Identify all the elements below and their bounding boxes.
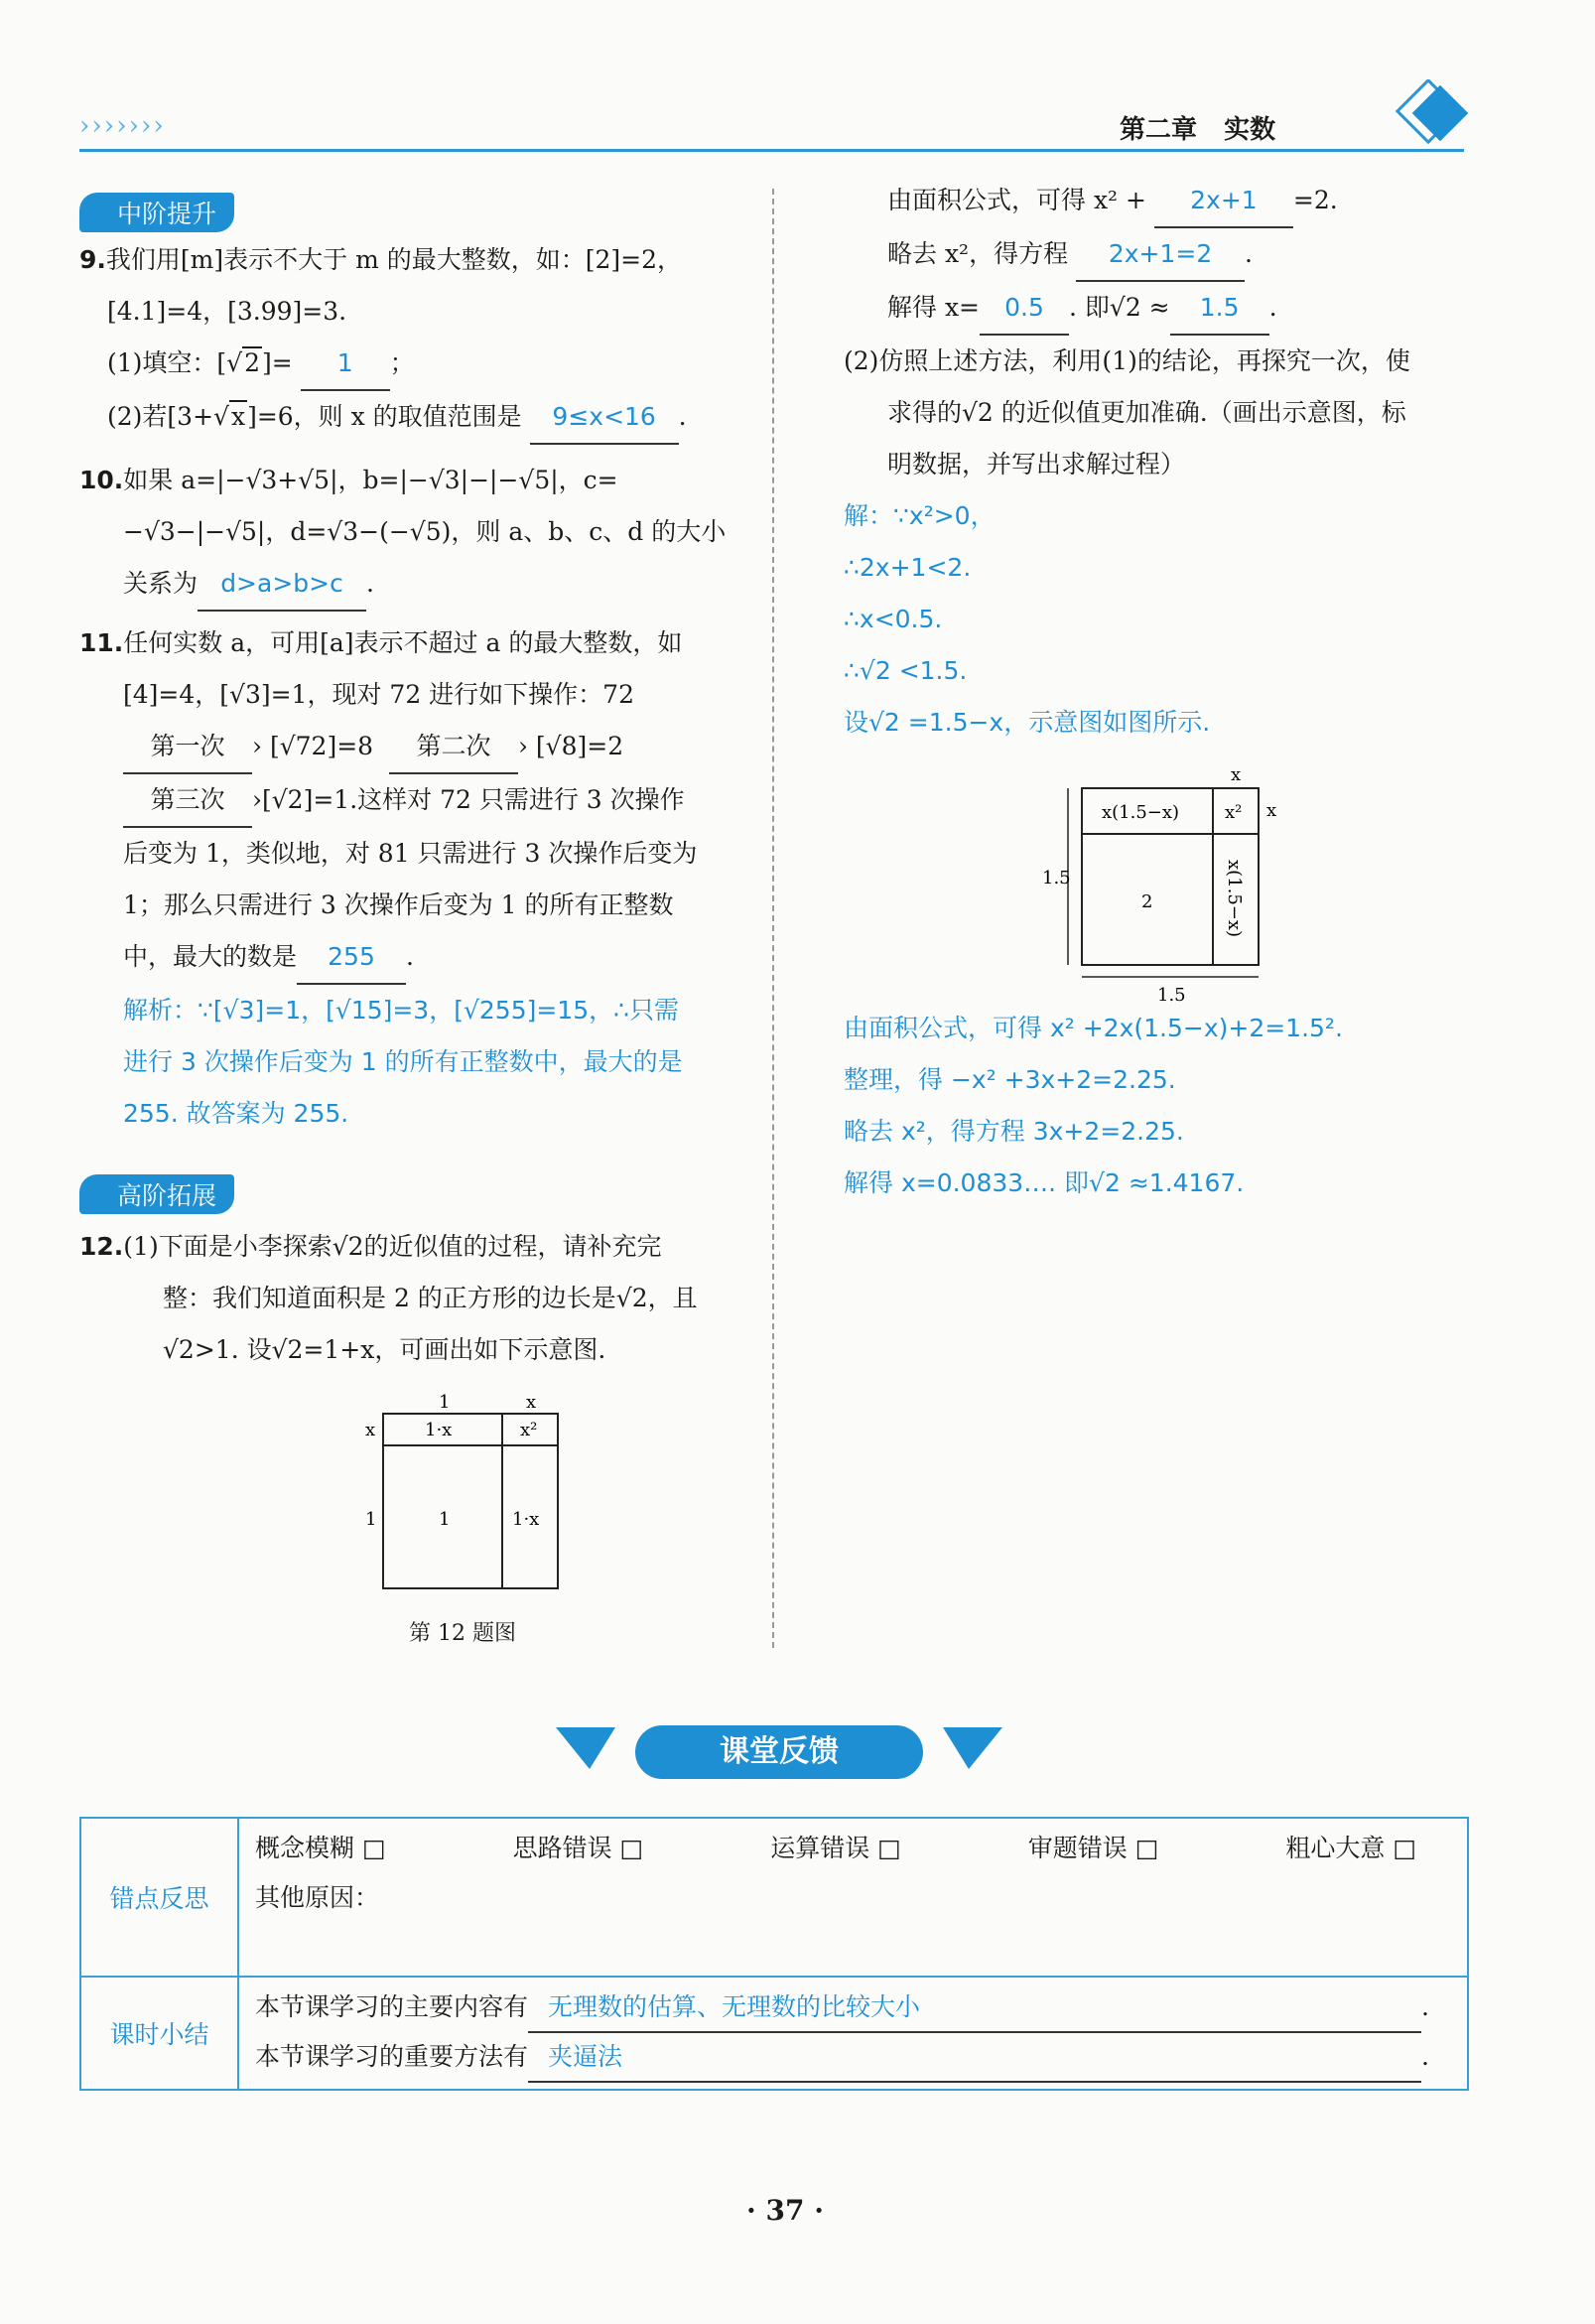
q10-answer: d>a>b>c xyxy=(198,558,366,612)
solution-step-1: 解：∵x²>0， xyxy=(844,501,996,530)
sfig-bottom-15: 1.5 xyxy=(1157,985,1186,1006)
q9: 9.我们用[m]表示不大于 m 的最大整数，如：[2]=2， [4.1]=4，[3.99]=3. (1)填空：[√2]= 1 ； (2)若[3+√x]=6，则 x 的取值范围是 9≤x<16 . xyxy=(79,234,764,445)
fig-top-1: 1 xyxy=(439,1392,451,1413)
page-number: · 37 · xyxy=(746,2194,824,2227)
solution-step-8: 略去 x²，得方程 3x+2=2.25. xyxy=(844,1117,1184,1146)
q12-figure-caption: 第 12 题图 xyxy=(409,1621,516,1646)
solution-step-3: ∴x<0.5. xyxy=(844,605,943,633)
fig-left-x: x xyxy=(365,1420,376,1440)
sfig-cell-3: 2 xyxy=(1141,891,1153,912)
q11-explanation-2: 进行 3 次操作后变为 1 的所有正整数中，最大的是 xyxy=(123,1047,683,1076)
solution-step-6: 由面积公式，可得 x² +2x(1.5−x)+2=1.5². xyxy=(844,1014,1343,1042)
section-high-badge: 高阶拓展 xyxy=(79,1174,234,1214)
summary-content: 无理数的估算、无理数的比较大小 xyxy=(528,1983,1421,2033)
check-concept[interactable]: 概念模糊 □ xyxy=(255,1834,386,1862)
header-diamond-icon xyxy=(1385,79,1444,139)
header-arrows: ››››››› xyxy=(79,111,166,141)
check-calculation[interactable]: 运算错误 □ xyxy=(770,1834,901,1862)
sfig-top-x: x xyxy=(1231,764,1242,785)
solution-step-7: 整理，得 −x² +3x+2=2.25. xyxy=(844,1065,1176,1094)
q9-answer1: 1 xyxy=(301,338,390,391)
q9-answer2: 9≤x<16 xyxy=(530,391,679,445)
q11-answer: 255 xyxy=(297,931,406,985)
header-chapter: 第二章 实数 xyxy=(1120,115,1276,145)
q10: 10.如果 a=|−√3+√5|，b=|−√3|−|−√5|，c= −√3−|−√5|，d=√3−(−√5)，则 a、b、c、d 的大小 关系为 d>a>b>c . xyxy=(79,455,764,612)
fig-cell-3: 1 xyxy=(439,1509,451,1530)
sfig-cell-2: x² xyxy=(1225,802,1243,823)
feedback-banner: 课堂反馈 xyxy=(635,1725,923,1779)
q12: 12.(1)下面是小李探索√2的近似值的过程，请补充完 整：我们知道面积是 2 的正方形的边长是√2，且 √2>1. 设√2=1+x，可画出如下示意图. xyxy=(79,1232,698,1364)
q11-explanation-1: 解析：∵[√3]=1，[√15]=3，[√255]=15，∴只需 xyxy=(123,996,680,1025)
q12-figure xyxy=(357,1390,576,1624)
sfig-left-15: 1.5 xyxy=(1042,868,1071,889)
check-approach[interactable]: 思路错误 □ xyxy=(512,1834,644,1862)
feedback-right-arrow-icon xyxy=(943,1723,1002,1779)
right-column-lower xyxy=(844,1003,1479,1209)
feedback-left-arrow-icon xyxy=(556,1723,615,1779)
column-divider xyxy=(772,189,774,1648)
sfig-cell-4: x(1.5−x) xyxy=(1224,860,1245,938)
row-label-mistakes: 错点反思 xyxy=(80,1818,238,1977)
sfig-right-x: x xyxy=(1266,800,1277,821)
section-mid-badge: 中阶提升 xyxy=(79,193,234,232)
solution-step-2: ∴2x+1<2. xyxy=(844,553,972,582)
solution-figure xyxy=(1042,764,1300,1019)
fig-left-1: 1 xyxy=(365,1509,377,1530)
check-careless[interactable]: 粗心大意 □ xyxy=(1285,1834,1416,1862)
row-label-summary: 课时小结 xyxy=(80,1977,238,2090)
right-column: 由面积公式，可得 x² + 2x+1 =2. 略去 x²，得方程 2x+1=2 . 解得 x= 0.5 . 即√2 ≈ 1.5 . (2)仿照上述方法，利用(1)的结论，再探究一次，使 求得的√2 的近似值更加准确.（画出示意图，标 明数据，并写出求解过程） 解：∵x²>0， ∴2x+1<2. ∴x<0.5. ∴√2 <1.5. 设√2 =1.5−x，示意图如图所示. xyxy=(844,175,1479,749)
solution-step-9: 解得 x=0.0833…. 即√2 ≈1.4167. xyxy=(844,1168,1245,1197)
sfig-cell-1: x(1.5−x) xyxy=(1102,802,1180,823)
check-reading[interactable]: 审题错误 □ xyxy=(1027,1834,1159,1862)
other-reason: 其他原因： xyxy=(255,1883,380,1912)
q11: 11.任何实数 a，可用[a]表示不超过 a 的最大整数，如 [4]=4，[√3]=1，现对 72 进行如下操作：72 第一次 › [√72]=8 第二次 › [√8]=2 第三次 ›[√2]=1.这样对 72 只需进行 3 次操作 后变为 1，类似地，对 81 只需进行 3 次操作后变为 1；那么只需进行 3 次操作后变为 1 的所有正整数 中，最大的数是 255 . 解析：∵[√3]=1，[√15]=3，[√255]=15，∴只需 进行 3 次操作后变为 1 的所有正整数中，最大的是 255. 故答案为 255. xyxy=(79,617,764,1140)
fig-top-x: x xyxy=(526,1392,537,1413)
solution-step-5: 设√2 =1.5−x，示意图如图所示. xyxy=(844,708,1211,737)
fig-cell-1: 1·x xyxy=(425,1420,453,1440)
solution-step-4: ∴√2 <1.5. xyxy=(844,656,968,685)
header-rule xyxy=(79,149,1464,152)
q11-explanation-3: 255. 故答案为 255. xyxy=(123,1099,349,1128)
feedback-table: 错点反思 概念模糊 □ 思路错误 □ 运算错误 □ 审题错误 □ 粗心大意 □ 其他原因： 课时小结 本节课学习的主要内容有 无理数的估算、无理数的比较大小 . 本节课学习的重要方法有 夹逼法 . xyxy=(79,1817,1469,2091)
fig-cell-2: x² xyxy=(520,1420,538,1440)
summary-method: 夹逼法 xyxy=(528,2033,1421,2083)
fig-cell-4: 1·x xyxy=(512,1509,540,1530)
